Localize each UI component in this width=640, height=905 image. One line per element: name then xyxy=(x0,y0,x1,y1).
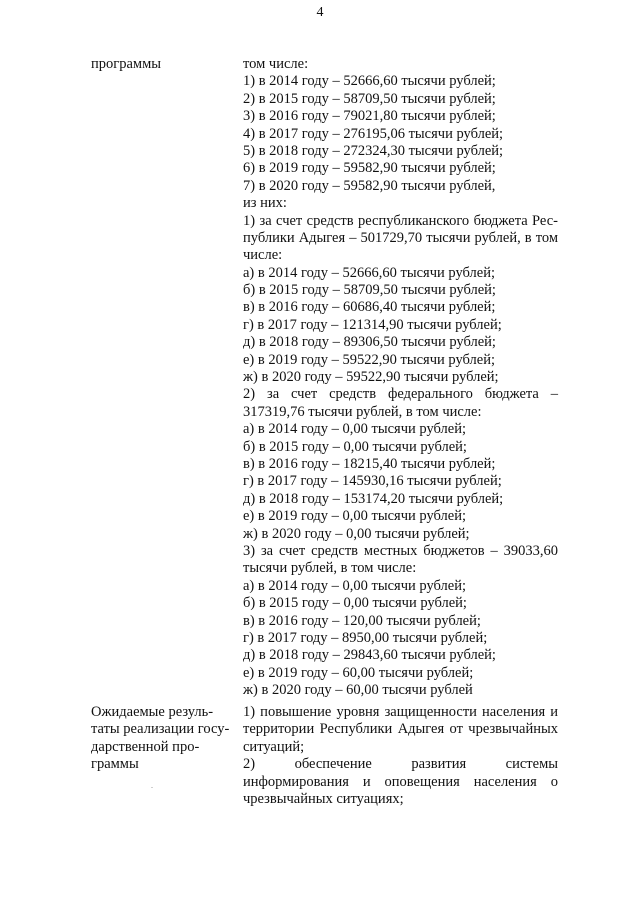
funding-line: а) в 2014 году – 0,00 тысячи рублей; xyxy=(243,421,466,438)
results-row-label xyxy=(91,704,231,774)
funding-line: тысячи рублей, в том числе: xyxy=(243,560,417,577)
funding-line: ж) в 2020 году – 60,00 тысячи рублей xyxy=(243,682,473,699)
funding-line: 1) за счет средств республиканского бюджета Рес- xyxy=(243,212,558,229)
funding-line: в) в 2016 году – 18215,40 тысячи рублей; xyxy=(243,455,496,472)
funding-line: а) в 2014 году – 52666,60 тысячи рублей; xyxy=(243,264,495,281)
funding-line: в) в 2016 году – 120,00 тысячи рублей; xyxy=(243,612,481,629)
funding-line: д) в 2018 году – 89306,50 тысячи рублей; xyxy=(243,334,496,351)
funding-line: г) в 2017 году – 121314,90 тысячи рублей; xyxy=(243,316,502,333)
funding-line: том числе: xyxy=(243,56,309,72)
funding-line: б) в 2015 году – 58709,50 тысячи рублей; xyxy=(243,282,496,299)
funding-line: 6) в 2019 году – 59582,90 тысячи рублей; xyxy=(243,160,496,177)
funding-line: г) в 2017 году – 145930,16 тысячи рублей; xyxy=(243,473,502,490)
funding-line: 3) в 2016 году – 79021,80 тысячи рублей; xyxy=(243,108,496,125)
results-label-line: Ожидаемые резуль- xyxy=(91,704,214,720)
results-label-line: таты реализации госу- xyxy=(91,721,230,738)
results-paragraph: 1) повышение уровня защищенности населения и территории Республики Адыгея от чрезвычайных ситуаций; xyxy=(243,704,558,755)
funding-line: 3) за счет средств местных бюджетов – 39033,60 xyxy=(243,542,558,559)
funding-row-label: программы xyxy=(91,56,161,72)
funding-line: ж) в 2020 году – 0,00 тысячи рублей; xyxy=(243,525,470,542)
funding-line: г) в 2017 году – 8950,00 тысячи рублей; xyxy=(243,629,488,646)
results-label-line: граммы xyxy=(91,756,139,773)
funding-line: е) в 2019 году – 0,00 тысячи рублей; xyxy=(243,508,466,525)
page-number: 4 xyxy=(316,5,324,20)
funding-line: 1) в 2014 году – 52666,60 тысячи рублей; xyxy=(243,73,496,90)
funding-line: 2) за счет средств федерального бюджета – xyxy=(243,386,558,403)
results-label-line: дарственной про- xyxy=(91,738,200,755)
funding-details xyxy=(243,56,558,699)
funding-line: б) в 2015 году – 0,00 тысячи рублей; xyxy=(243,595,467,612)
scan-speck xyxy=(151,787,153,788)
funding-line: публики Адыгея – 501729,70 тысячи рублей, в том xyxy=(243,229,558,246)
results-details xyxy=(243,704,558,808)
funding-line: в) в 2016 году – 60686,40 тысячи рублей; xyxy=(243,299,496,316)
funding-line: из них: xyxy=(243,195,287,212)
funding-line: 5) в 2018 году – 272324,30 тысячи рублей; xyxy=(243,142,504,159)
funding-line: 4) в 2017 году – 276195,06 тысячи рублей; xyxy=(243,125,504,142)
funding-line: 317319,76 тысячи рублей, в том числе: xyxy=(243,403,482,420)
funding-line: ж) в 2020 году – 59522,90 тысячи рублей; xyxy=(243,369,499,386)
funding-line: 2) в 2015 году – 58709,50 тысячи рублей; xyxy=(243,90,496,107)
funding-line: е) в 2019 году – 60,00 тысячи рублей; xyxy=(243,664,474,681)
funding-line: е) в 2019 году – 59522,90 тысячи рублей; xyxy=(243,351,495,368)
funding-line: 7) в 2020 году – 59582,90 тысячи рублей, xyxy=(243,177,496,194)
results-paragraph: 2) обеспечение развития системы информирования и оповещения населения о чрезвычайных ситуациях; xyxy=(243,756,558,808)
funding-line: а) в 2014 году – 0,00 тысячи рублей; xyxy=(243,577,466,594)
funding-line: б) в 2015 году – 0,00 тысячи рублей; xyxy=(243,438,467,455)
funding-line: д) в 2018 году – 153174,20 тысячи рублей; xyxy=(243,490,504,507)
funding-line: д) в 2018 году – 29843,60 тысячи рублей; xyxy=(243,647,496,664)
funding-line: числе: xyxy=(243,247,283,264)
